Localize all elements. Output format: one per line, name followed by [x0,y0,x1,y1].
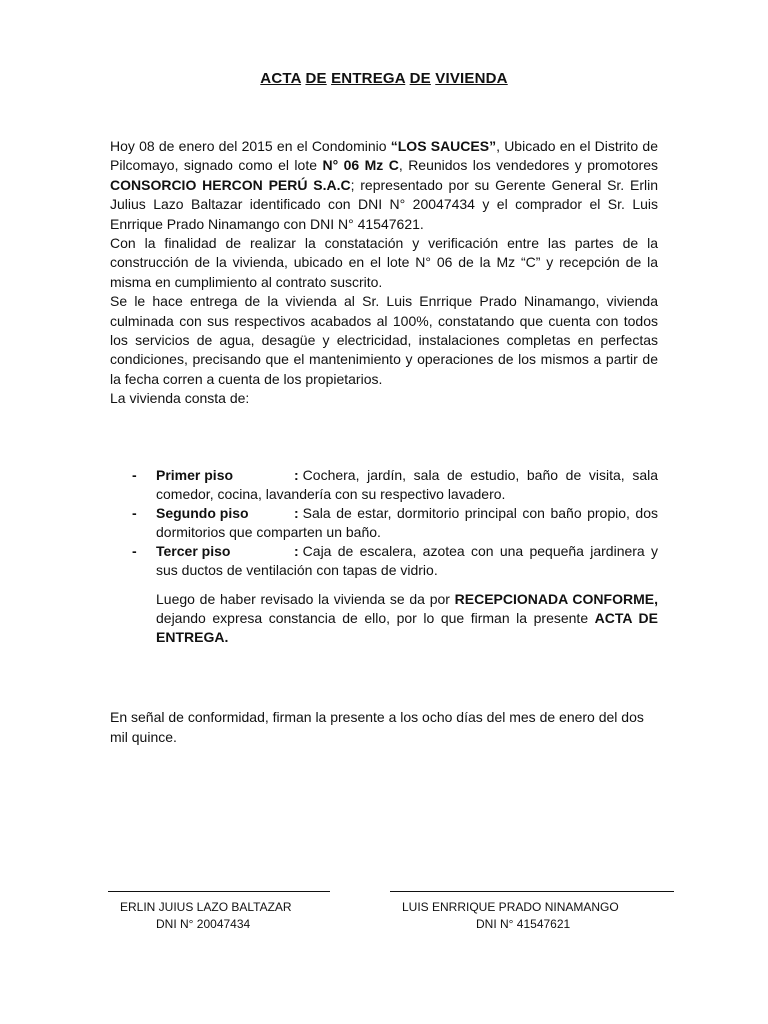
intro-paragraph-2: Con la finalidad de realizar la constatación y verificación entre las partes de la construcción de la vivienda, ubicado en el lote N° 06 de la Mz “C” y recepción de la misma en cumplimiento al contrato suscrito. [110,235,658,290]
lot-number: N° 06 Mz C [322,157,399,174]
floor-colon: : [294,543,299,559]
signer-dni-right: DNI N° 41547621 [476,917,571,931]
signature-line-left [108,891,330,892]
text-run: , Ubicado en el Distrito de Pilcomayo, signado como el lote [110,138,658,174]
document-reference: ACTA DE ENTREGA. [156,610,658,645]
closing-paragraph [156,590,658,647]
intro-paragraph-4: La vivienda consta de: [110,390,250,407]
text-run: , Reunidos los vendedores y promotores [398,157,658,174]
conformity-paragraph: En señal de conformidad, firman la presente a los ocho días del mes de enero del dos mil quince. [110,709,644,745]
floor-label: Primer piso [156,467,234,483]
signer-name-left: ERLIN JUIUS LAZO BALTAZAR [120,900,292,914]
intro-paragraph-1 [110,137,658,234]
signer-name-right: LUIS ENRRIQUE PRADO NINAMANGO [402,900,619,914]
list-item [110,542,658,580]
intro-section [110,137,658,409]
title-word: VIVIENDA [435,70,508,87]
title-word: DE [409,70,431,87]
bullet-dash: - [132,543,137,559]
bullet-dash: - [132,505,137,521]
text-run: Luego de haber revisado la vivienda se da por [156,591,455,607]
document-title [0,70,768,87]
company-name: CONSORCIO HERCON PERÚ S.A.C [110,176,351,193]
floor-description: Cochera, jardín, sala de estudio, baño de visita, sala comedor, cocina, lavandería con su respectivo lavadero. [156,467,658,502]
signature-line-right [390,891,674,892]
bullet-dash: - [132,467,137,483]
text-run: Hoy 08 de enero del 2015 en el Condominio [110,138,391,154]
list-item [110,466,658,504]
list-item [110,504,658,542]
floor-colon: : [294,505,299,521]
title-word: DE [305,70,327,87]
title-word: ACTA [260,70,302,87]
text-run: dejando expresa constancia de ello, por lo que firman la presente [156,610,595,626]
floor-label: Tercer piso [156,543,231,559]
intro-paragraph-3: Se le hace entrega de la vivienda al Sr. Luis Enrrique Prado Ninamango, vivienda culminada con sus respectivos acabados al 100%, constatando que cuenta con todos los servicios de agua, desagüe y electricidad, instalaciones completas en perfectas condiciones, precisando que el mantenimiento y operaciones de los mismos a partir de la fecha corren a cuenta de los propietarios. [110,293,658,387]
floor-description: Caja de escalera, azotea con una pequeña jardinera y sus ductos de ventilación con tapas de vidrio. [156,543,658,578]
condominium-name: “LOS SAUCES” [390,138,497,154]
signer-dni-left: DNI N° 20047434 [156,917,251,931]
floor-colon: : [294,467,299,483]
floors-list [110,466,658,580]
text-run: ; representado por su Gerente General Sr. Erlin Julius Lazo Baltazar identificado con DNI N° 20047434 y el comprador el Sr. Luis Enrrique Prado Ninamango con DNI N° 41547621. [110,176,658,232]
reception-status: RECEPCIONADA CONFORME, [454,591,658,607]
floor-label: Segundo piso [156,505,249,521]
floor-description: Sala de estar, dormitorio principal con baño propio, dos dormitorios que comparten un baño. [156,505,658,540]
title-word: ENTREGA [331,70,406,87]
